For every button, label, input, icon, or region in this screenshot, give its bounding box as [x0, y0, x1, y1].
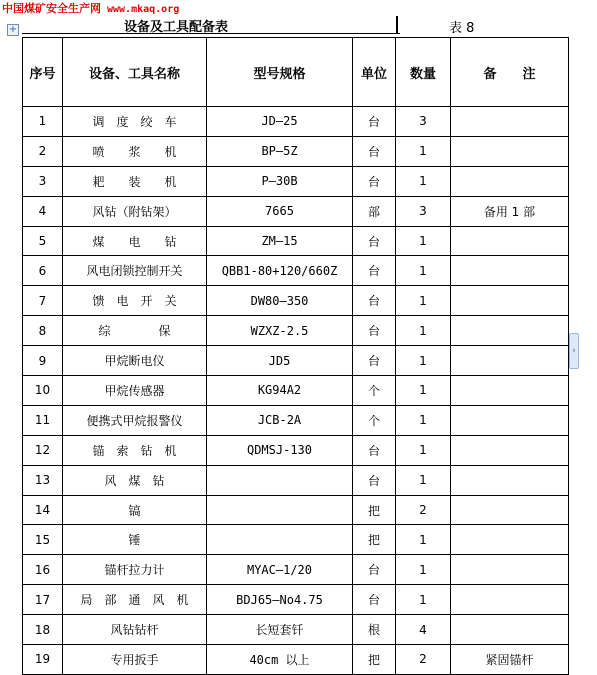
table-row: [23, 555, 569, 585]
unit-cell: 台: [353, 136, 396, 166]
quantity-cell: 1: [396, 136, 451, 166]
name-cell: 调 度 绞 车: [63, 107, 207, 137]
seq-cell: 6: [23, 256, 63, 286]
name-cell: 镐: [63, 495, 207, 525]
quantity-cell: 1: [396, 346, 451, 376]
seq-cell: 13: [23, 465, 63, 495]
remarks-cell: [451, 316, 569, 346]
seq-cell: 17: [23, 585, 63, 615]
header-unit: 单位: [353, 38, 396, 107]
unit-cell: 把: [353, 525, 396, 555]
model-cell: WZXZ-2.5: [207, 316, 353, 346]
name-cell: 甲烷断电仪: [63, 346, 207, 376]
remarks-cell: [451, 286, 569, 316]
unit-cell: 台: [353, 555, 396, 585]
table-header-row: [23, 38, 569, 107]
table-row: [23, 525, 569, 555]
unit-cell: 台: [353, 465, 396, 495]
table-row: [23, 316, 569, 346]
remarks-cell: 备用 1 部: [451, 196, 569, 226]
name-cell: 煤 电 钻: [63, 226, 207, 256]
header-seq: 序号: [23, 38, 63, 107]
table-row: [23, 107, 569, 137]
remarks-cell: [451, 107, 569, 137]
name-cell: 风钻钻杆: [63, 615, 207, 645]
watermark-site-name: 中国煤矿安全生产网: [2, 2, 101, 15]
seq-cell: 1: [23, 107, 63, 137]
table-row: [23, 256, 569, 286]
quantity-cell: 1: [396, 405, 451, 435]
header-remarks: 备 注: [451, 38, 569, 107]
table-row: [23, 136, 569, 166]
seq-cell: 8: [23, 316, 63, 346]
seq-cell: 14: [23, 495, 63, 525]
seq-cell: 18: [23, 615, 63, 645]
unit-cell: 台: [353, 585, 396, 615]
quantity-cell: 1: [396, 376, 451, 406]
name-cell: 风 煤 钻: [63, 465, 207, 495]
model-cell: ZM—15: [207, 226, 353, 256]
seq-cell: 7: [23, 286, 63, 316]
quantity-cell: 1: [396, 226, 451, 256]
remarks-cell: [451, 585, 569, 615]
name-cell: 风钻（附钻架）: [63, 196, 207, 226]
model-cell: QDMSJ-130: [207, 435, 353, 465]
unit-cell: 台: [353, 316, 396, 346]
remarks-cell: [451, 346, 569, 376]
quantity-cell: 1: [396, 525, 451, 555]
table-title: 设备及工具配备表: [124, 20, 229, 35]
remarks-cell: [451, 226, 569, 256]
quantity-cell: 1: [396, 316, 451, 346]
seq-cell: 5: [23, 226, 63, 256]
remarks-cell: [451, 555, 569, 585]
seq-cell: 11: [23, 405, 63, 435]
name-cell: 喷 浆 机: [63, 136, 207, 166]
unit-cell: 个: [353, 376, 396, 406]
remarks-cell: [451, 166, 569, 196]
quantity-cell: 1: [396, 585, 451, 615]
name-cell: 锚 索 钻 机: [63, 435, 207, 465]
name-cell: 便携式甲烷报警仪: [63, 405, 207, 435]
model-cell: [207, 495, 353, 525]
model-cell: JD—25: [207, 107, 353, 137]
table-row: [23, 465, 569, 495]
header-name: 设备、工具名称: [63, 38, 207, 107]
unit-cell: 部: [353, 196, 396, 226]
model-cell: [207, 465, 353, 495]
table-row: [23, 166, 569, 196]
model-cell: 7665: [207, 196, 353, 226]
remarks-cell: [451, 525, 569, 555]
name-cell: 综 保: [63, 316, 207, 346]
name-cell: 专用扳手: [63, 645, 207, 675]
table-row: [23, 615, 569, 645]
side-collapse-handle-icon[interactable]: ›: [569, 333, 579, 369]
remarks-cell: [451, 495, 569, 525]
quantity-cell: 3: [396, 196, 451, 226]
unit-cell: 把: [353, 495, 396, 525]
remarks-cell: 紧固锚杆: [451, 645, 569, 675]
seq-cell: 10: [23, 376, 63, 406]
model-cell: [207, 525, 353, 555]
quantity-cell: 2: [396, 495, 451, 525]
expand-table-icon[interactable]: +: [8, 24, 18, 35]
seq-cell: 9: [23, 346, 63, 376]
name-cell: 甲烷传感器: [63, 376, 207, 406]
remarks-cell: [451, 465, 569, 495]
remarks-cell: [451, 256, 569, 286]
quantity-cell: 1: [396, 286, 451, 316]
name-cell: 风电闭锁控制开关: [63, 256, 207, 286]
name-cell: 锚杆拉力计: [63, 555, 207, 585]
seq-cell: 12: [23, 435, 63, 465]
unit-cell: 根: [353, 615, 396, 645]
model-cell: JCB-2A: [207, 405, 353, 435]
name-cell: 耙 装 机: [63, 166, 207, 196]
equipment-table: [22, 37, 569, 675]
table-row: [23, 376, 569, 406]
unit-cell: 台: [353, 286, 396, 316]
model-cell: JD5: [207, 346, 353, 376]
unit-cell: 把: [353, 645, 396, 675]
model-cell: MYAC—1/20: [207, 555, 353, 585]
unit-cell: 台: [353, 107, 396, 137]
name-cell: 锤: [63, 525, 207, 555]
table-row: [23, 495, 569, 525]
table-body: [23, 107, 569, 675]
model-cell: KG94A2: [207, 376, 353, 406]
table-row: [23, 405, 569, 435]
unit-cell: 个: [353, 405, 396, 435]
site-watermark: [2, 0, 179, 16]
unit-cell: 台: [353, 256, 396, 286]
name-cell: 馈 电 开 关: [63, 286, 207, 316]
quantity-cell: 1: [396, 166, 451, 196]
remarks-cell: [451, 615, 569, 645]
table-number: 表 8: [449, 21, 475, 36]
seq-cell: 3: [23, 166, 63, 196]
name-cell: 局 部 通 风 机: [63, 585, 207, 615]
unit-cell: 台: [353, 435, 396, 465]
seq-cell: 4: [23, 196, 63, 226]
remarks-cell: [451, 376, 569, 406]
quantity-cell: 1: [396, 465, 451, 495]
quantity-cell: 4: [396, 615, 451, 645]
table-row: [23, 286, 569, 316]
remarks-cell: [451, 435, 569, 465]
header-model: 型号规格: [207, 38, 353, 107]
model-cell: BDJ65—No4.75: [207, 585, 353, 615]
unit-cell: 台: [353, 226, 396, 256]
header-quantity: 数量: [396, 38, 451, 107]
table-row: [23, 226, 569, 256]
quantity-cell: 3: [396, 107, 451, 137]
quantity-cell: 2: [396, 645, 451, 675]
table-row: [23, 435, 569, 465]
table-row: [23, 645, 569, 675]
remarks-cell: [451, 136, 569, 166]
seq-cell: 16: [23, 555, 63, 585]
unit-cell: 台: [353, 166, 396, 196]
watermark-url: www.mkaq.org: [107, 4, 180, 15]
table-row: [23, 346, 569, 376]
table-row: [23, 196, 569, 226]
quantity-cell: 1: [396, 555, 451, 585]
quantity-cell: 1: [396, 256, 451, 286]
unit-cell: 台: [353, 346, 396, 376]
model-cell: QBB1-80+120/660Z: [207, 256, 353, 286]
title-divider: [396, 16, 398, 33]
model-cell: 40cm 以上: [207, 645, 353, 675]
model-cell: BP—5Z: [207, 136, 353, 166]
table-row: [23, 585, 569, 615]
quantity-cell: 1: [396, 435, 451, 465]
model-cell: 长短套钎: [207, 615, 353, 645]
seq-cell: 19: [23, 645, 63, 675]
title-underline: [22, 33, 400, 34]
model-cell: P—30B: [207, 166, 353, 196]
seq-cell: 2: [23, 136, 63, 166]
seq-cell: 15: [23, 525, 63, 555]
model-cell: DW80—350: [207, 286, 353, 316]
remarks-cell: [451, 405, 569, 435]
